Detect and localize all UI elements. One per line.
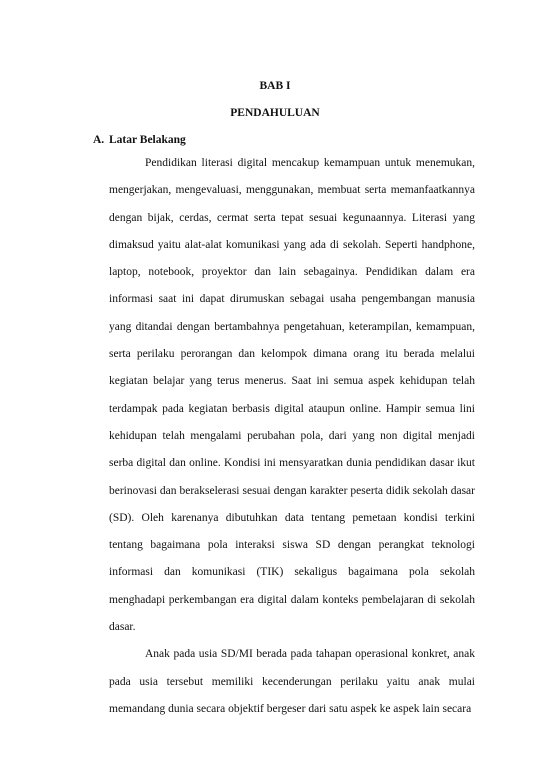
section-title: Latar Belakang <box>109 134 186 146</box>
chapter-title: PENDAHULUAN <box>230 107 320 119</box>
paragraph: Pendidikan literasi digital mencakup kemampuan untuk menemukan, mengerjakan, mengevaluasi, menggunakan, membuat serta memanfaatkannya dengan bijak, cerdas, cermat serta tepat sesuai kegunaannya. Literasi yang dimaksud yaitu alat-alat komunikasi yang ada di sekolah. Seperti handphone, laptop, notebook, proyektor dan lain sebagainya. Pendidikan dalam era informasi saat ini dapat dirumuskan sebagai usaha pengembangan manusia yang ditandai dengan bertambahnya pengetahuan, keterampilan, kemampuan, serta perilaku perorangan dan kelompok dimana orang itu berada melalui kegiatan belajar yang terus menerus. Saat ini semua aspek kehidupan telah terdampak pada kegiatan berbasis digital ataupun online. Hampir semua lini kehidupan telah mengalami perubahan pola, dari yang non digital menjadi serba digital dan online. Kondisi ini mensyaratkan dunia pendidikan dasar ikut berinovasi dan berakselerasi sesuai dengan karakter peserta didik sekolah dasar (SD). Oleh karenanya dibutuhkan data tentang pemetaan kondisi terkini tentang bagaimana pola interaksi siswa SD dengan perangkat teknologi informasi dan komunikasi (TIK) sekaligus bagaimana pola sekolah menghadapi perkembangan era digital dalam konteks pembelajaran di sekolah dasar. <box>109 157 475 634</box>
paragraph: Anak pada usia SD/MI berada pada tahapan operasional konkret, anak pada usia tersebut memiliki kecenderungan perilaku yaitu anak mulai memandang dunia secara objektif bergeser dari satu aspek ke aspek lain secara <box>109 648 475 715</box>
section-heading <box>93 134 186 146</box>
body-text <box>109 150 475 723</box>
chapter-heading: BAB I <box>259 80 291 92</box>
section-letter: A. <box>93 134 105 146</box>
